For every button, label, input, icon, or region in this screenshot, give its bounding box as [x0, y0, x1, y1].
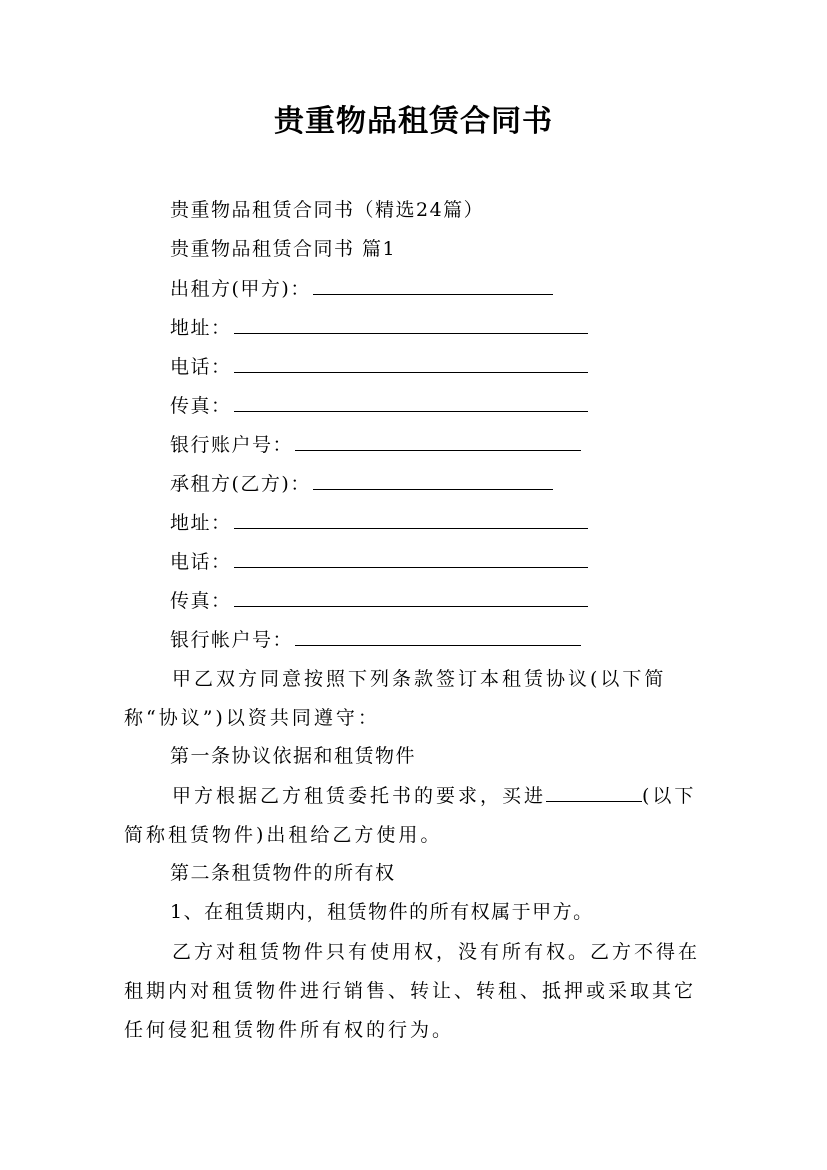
party-a-bank-label: 银行账户号：	[170, 434, 294, 456]
party-a-phone-blank[interactable]	[234, 351, 588, 373]
party-a-fax-label: 传真：	[170, 395, 232, 417]
document-subtitle: 贵重物品租赁合同书（精选24篇）	[170, 199, 485, 221]
party-b-label: 承租方(乙方)：	[170, 473, 311, 495]
party-b-phone-label: 电话：	[170, 551, 232, 573]
party-b-phone-line	[170, 546, 588, 577]
article-2-paragraph: 乙方对租赁物件只有使用权，没有所有权。乙方不得在租期内对租赁物件进行销售、转让、转租、抵押或采取其它任何侵犯租赁物件所有权的行为。	[124, 941, 701, 1041]
article-1-item-blank[interactable]	[546, 780, 642, 802]
party-b-fax-label: 传真：	[170, 590, 232, 612]
intro-paragraph: 甲乙双方同意按照下列条款签订本租赁协议(以下简称“协议”)以资共同遵守：	[124, 668, 667, 729]
article-1-text-after: (以下简称租赁物件)出租给乙方使用。	[124, 785, 697, 846]
party-a-bank-blank[interactable]	[295, 429, 581, 451]
party-b-blank[interactable]	[313, 468, 553, 490]
article-1-paragraph	[124, 777, 704, 855]
article-2-item-1: 1、在租赁期内，租赁物件的所有权属于甲方。	[170, 901, 594, 923]
party-a-address-label: 地址：	[170, 317, 232, 339]
document-title: 贵重物品租赁合同书	[274, 104, 553, 139]
party-a-blank[interactable]	[313, 273, 553, 295]
party-b-line	[170, 468, 553, 499]
party-b-fax-line	[170, 585, 588, 616]
party-b-phone-blank[interactable]	[234, 546, 588, 568]
party-a-address-line	[170, 312, 588, 343]
party-a-label: 出租方(甲方)：	[170, 278, 311, 300]
section-heading: 贵重物品租赁合同书 篇1	[170, 238, 397, 260]
party-b-address-blank[interactable]	[234, 507, 588, 529]
party-b-fax-blank[interactable]	[234, 585, 588, 607]
party-a-phone-line	[170, 351, 588, 382]
party-a-line	[170, 273, 553, 304]
party-b-address-line	[170, 507, 588, 538]
party-b-bank-blank[interactable]	[295, 624, 581, 646]
article-1-text-before: 甲方根据乙方租赁委托书的要求，买进	[172, 785, 547, 807]
party-b-address-label: 地址：	[170, 512, 232, 534]
party-a-phone-label: 电话：	[170, 356, 232, 378]
party-a-address-blank[interactable]	[234, 312, 588, 334]
party-b-bank-label: 银行帐户号：	[170, 629, 294, 651]
party-a-fax-blank[interactable]	[234, 390, 588, 412]
party-b-bank-line	[170, 624, 581, 655]
party-a-fax-line	[170, 390, 588, 421]
article-2-heading: 第二条租赁物件的所有权	[170, 862, 396, 884]
article-1-heading: 第一条协议依据和租赁物件	[170, 745, 417, 767]
party-a-bank-line	[170, 429, 581, 460]
